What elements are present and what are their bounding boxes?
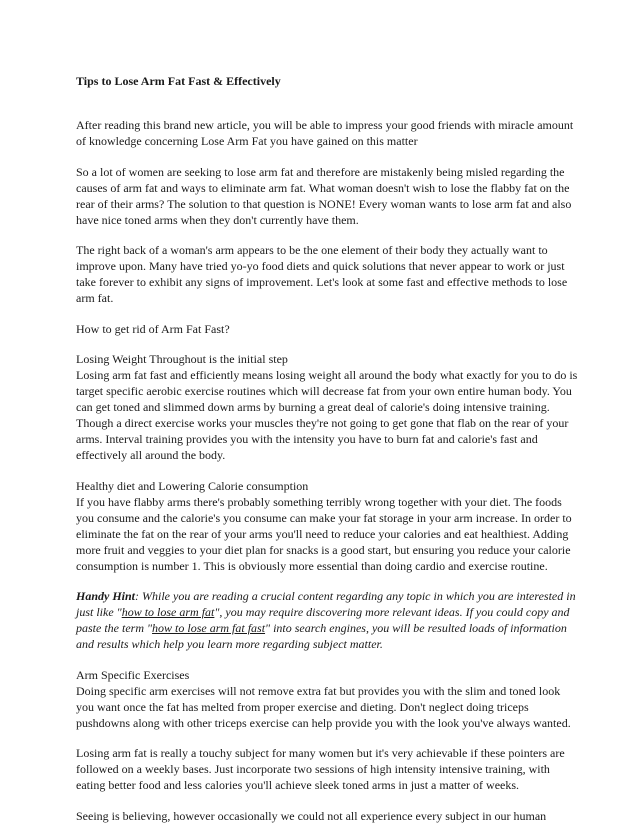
handy-hint-paragraph [76, 588, 578, 652]
section-body: Losing arm fat fast and efficiently means losing weight all around the body what exactly for you to do is target specific aerobic exercise routines which will decrease fat from your own entire human body. You can get toned and slimmed down arms by burning a great deal of calorie's doing intensive training. Though a direct exercise works your muscles they're not going to get gone that flab on the rear of your arms. Interval training provides you with the intensity you have to burn fat and calorie's fast and effectively all around the body. [76, 368, 578, 462]
section-body: If you have flabby arms there's probably something terribly wrong together with your diet. The foods you consume and the calorie's you consume can make your fat storage in your arm increase. In order to eliminate the fat on the rear of your arms you'll need to reduce your calories and eat healthiest. Adding more fruit and veggies to your diet plan for snacks is a good start, but ensuring you reduce your calorie consumption is number 1. This is obviously more essential than doing cardio and exercise routine. [76, 494, 572, 573]
intro-paragraph: After reading this brand new article, you will be able to impress your good friends with miracle amount of knowledge concerning Lose Arm Fat you have gained on this matter [76, 118, 574, 148]
seeing-believing-paragraph: Seeing is believing, however occasionally we could not all experience every subject in our human [76, 808, 547, 823]
link-how-to-lose-arm-fat[interactable]: how to lose arm fat [121, 605, 215, 619]
paragraph-causes: So a lot of women are seeking to lose arm fat and therefore are mistakenly being misled regarding the causes of arm fat and ways to eliminate arm fat. What woman doesn't wish to lose the flabby fat on the rear of their arms? The solution to that question is NONE! Every woman wants to lose arm fat and also have nice toned arms when they don't currently have them. [76, 164, 572, 227]
hint-text-1: : While you are reading a crucial content regarding any topic in which you are interested in just like " [76, 589, 576, 619]
section-body: Doing specific arm exercises will not remove extra fat but provides you with the slim and toned look you want once the fat has melted from proper exercise and dieting. Don't neglect doing triceps pushdowns along with other triceps exercise can help provide you with the look you've always wanted. [76, 683, 571, 730]
section-arm-exercises [76, 667, 578, 731]
link-how-to-lose-arm-fat-fast[interactable]: how to lose arm fat fast [152, 621, 266, 635]
hint-text-2: ", you may require discovering more relevant ideas. If you could copy and paste the term " [76, 605, 570, 635]
section-heading: Healthy diet and Lowering Calorie consumption [76, 478, 309, 493]
section-heading: Arm Specific Exercises [76, 667, 190, 682]
closing-paragraph: Losing arm fat is really a touchy subject for many women but it's very achievable if these pointers are followed on a weekly bases. Just incorporate two sessions of high intensity intensive training, with eating better food and less calories you'll achieve sleek toned arms in just a matter of weeks. [76, 746, 565, 792]
section-losing-weight [76, 351, 578, 463]
hint-text-3: " into search engines, you will be resulted loads of information and results which help you learn more regarding subject matter. [76, 621, 567, 651]
handy-hint-label: Handy Hint [76, 589, 136, 603]
section-heading: Losing Weight Throughout is the initial step [76, 352, 288, 366]
question-heading: How to get rid of Arm Fat Fast? [76, 321, 230, 336]
section-healthy-diet [76, 478, 578, 574]
paragraph-right-back: The right back of a woman's arm appears to be the one element of their body they actually want to improve upon. Many have tried yo-yo food diets and quick solutions that never appear to work or just take forever to exhibit any signs of improvement. Let's look at some fast and effective methods to lose arm fat. [76, 243, 568, 305]
article-title: Tips to Lose Arm Fat Fast & Effectively [76, 74, 281, 88]
